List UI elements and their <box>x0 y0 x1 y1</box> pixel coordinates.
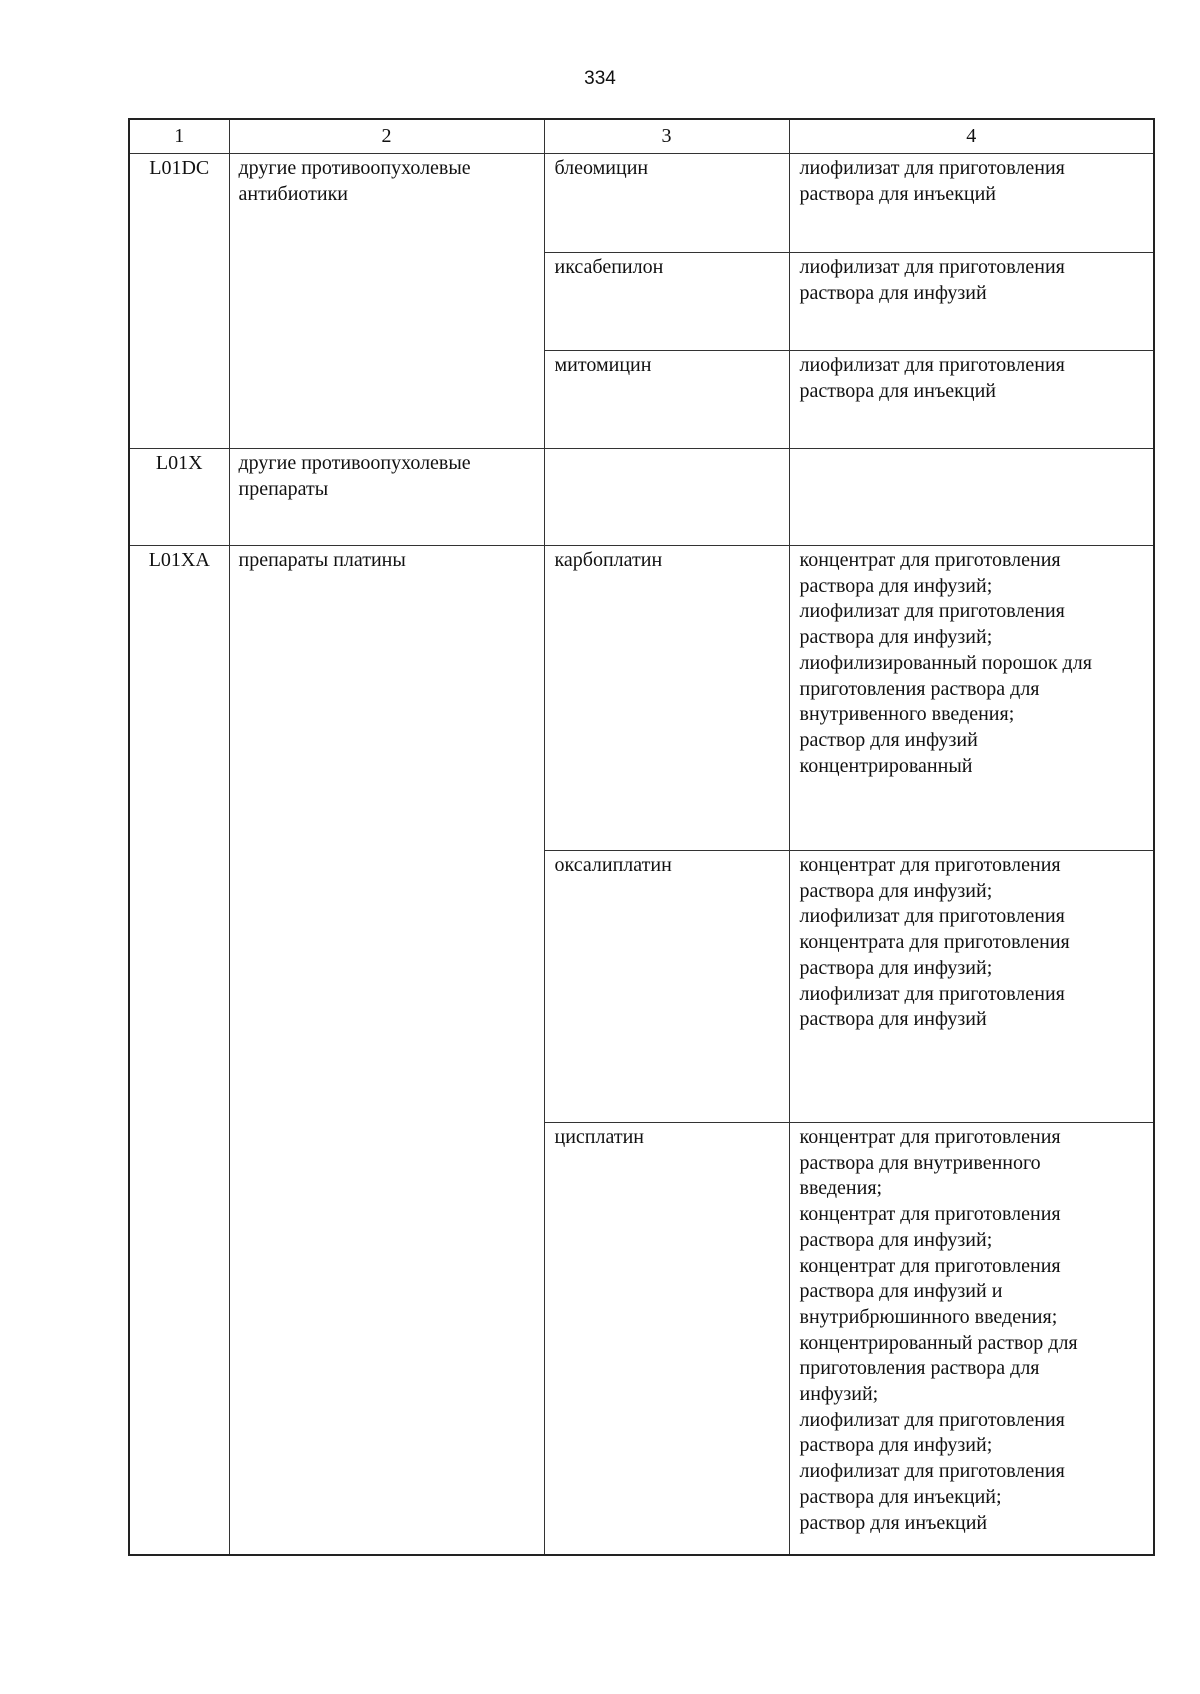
column-header: 4 <box>789 119 1154 154</box>
dosage-forms-cell <box>789 154 1154 253</box>
dosage-form-line: раствора для инфузий; <box>799 626 993 649</box>
dosage-form-line: лиофилизат для приготовления <box>799 1460 1065 1483</box>
dosage-form-line: раствора для инфузий; <box>799 879 993 902</box>
dosage-forms-cell <box>789 1123 1154 1555</box>
dosage-form-line: приготовления раствора для <box>799 677 1040 700</box>
column-header: 1 <box>129 119 229 154</box>
drug-name-cell <box>544 449 789 546</box>
dosage-form-line: лиофилизат для приготовления <box>799 256 1065 278</box>
dosage-form-line: концентрат для приготовления <box>799 1203 1061 1226</box>
dosage-form-line: концентрат для приготовления <box>799 549 1061 571</box>
page-number: 334 <box>584 68 616 89</box>
column-header: 2 <box>229 119 544 154</box>
dosage-forms-cell <box>789 351 1154 449</box>
table-row <box>129 546 1154 851</box>
dosage-form-line: раствора для инъекций <box>799 379 996 402</box>
dosage-form-line: концентрат для приготовления <box>799 1254 1061 1277</box>
dosage-form-line: лиофилизированный порошок для <box>799 651 1092 674</box>
dosage-form-line: лиофилизат для приготовления <box>799 157 1065 179</box>
dosage-form-line: введения; <box>799 1177 883 1200</box>
drug-name-cell: оксалиплатин <box>544 851 789 1123</box>
dosage-form-line: лиофилизат для приготовления <box>799 1408 1065 1431</box>
dosage-form-line: раствора для внутривенного <box>799 1151 1041 1174</box>
dosage-form-line: внутривенного введения; <box>799 703 1015 726</box>
dosage-form-line: раствора для инфузий; <box>799 1434 993 1457</box>
drug-table <box>128 118 1155 1556</box>
dosage-form-line: раствора для инфузий; <box>799 956 993 979</box>
dosage-form-line: лиофилизат для приготовления <box>799 982 1065 1005</box>
atc-code-cell: L01XA <box>129 546 229 1555</box>
table-row <box>129 154 1154 253</box>
dosage-forms-cell <box>789 449 1154 546</box>
dosage-form-line: раствор для инфузий <box>799 728 978 751</box>
table-row <box>129 449 1154 546</box>
dosage-form-line: раствор для инъекций <box>799 1511 988 1534</box>
dosage-form-line: раствора для инфузий; <box>799 574 993 597</box>
dosage-form-line: раствора для инъекций <box>799 182 996 205</box>
drug-name-cell: митомицин <box>544 351 789 449</box>
dosage-form-line: лиофилизат для приготовления <box>799 905 1065 928</box>
dosage-form-line: концентрата для приготовления <box>799 931 1070 954</box>
column-header: 3 <box>544 119 789 154</box>
group-description-cell: другие противоопухолевые антибиотики <box>229 154 544 449</box>
dosage-form-line: раствора для инфузий и <box>799 1280 1003 1303</box>
dosage-form-line: раствора для инъекций; <box>799 1485 1002 1508</box>
dosage-form-line: раствора для инфузий <box>799 281 987 304</box>
dosage-form-line: лиофилизат для приготовления <box>799 354 1065 376</box>
dosage-form-line: лиофилизат для приготовления <box>799 600 1065 623</box>
dosage-form-line: раствора для инфузий; <box>799 1228 993 1251</box>
dosage-form-line: концентрат для приготовления <box>799 1126 1061 1148</box>
dosage-forms-cell <box>789 253 1154 351</box>
atc-code-cell: L01X <box>129 449 229 546</box>
dosage-form-line: концентрированный <box>799 754 973 777</box>
drug-name-cell: цисплатин <box>544 1123 789 1555</box>
dosage-form-line: концентрированный раствор для <box>799 1331 1078 1354</box>
dosage-form-line: концентрат для приготовления <box>799 854 1061 876</box>
drug-name-cell: блеомицин <box>544 154 789 253</box>
drug-name-cell: иксабепилон <box>544 253 789 351</box>
dosage-form-line: раствора для инфузий <box>799 1008 987 1031</box>
group-description-cell: препараты платины <box>229 546 544 1555</box>
dosage-forms-cell <box>789 851 1154 1123</box>
dosage-form-line: инфузий; <box>799 1383 879 1406</box>
table-header-row <box>129 119 1154 154</box>
drug-name-cell: карбоплатин <box>544 546 789 851</box>
group-description-cell: другие противоопухолевые препараты <box>229 449 544 546</box>
dosage-form-line: приготовления раствора для <box>799 1357 1040 1380</box>
atc-code-cell: L01DC <box>129 154 229 449</box>
dosage-forms-cell <box>789 546 1154 851</box>
dosage-form-line: внутрибрюшинного введения; <box>799 1305 1058 1328</box>
